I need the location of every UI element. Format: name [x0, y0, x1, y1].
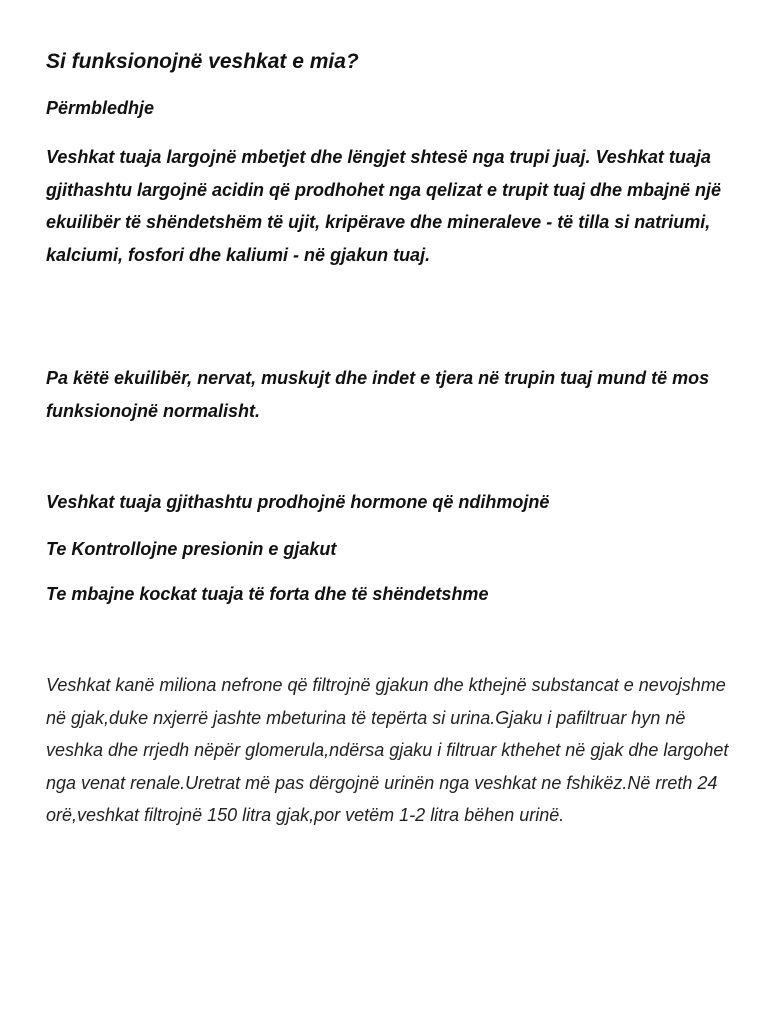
- paragraph-blood-pressure: Te Kontrollojne presionin e gjakut: [46, 539, 337, 559]
- document-title: Si funksionojnë veshkat e mia?: [46, 50, 359, 73]
- paragraph-nephrons: Veshkat kanë miliona nefrone që filtrojnë gjakun dhe kthejnë substancat e nevojshme në gjak,duke nxjerrë jashte mbeturina të tepërta si urina.Gjaku i pafiltruar hyn në veshka dhe rrjedh nëpër glomerula,ndërsa gjaku i filtruar kthehet në gjak dhe largohet nga venat renale.Uretrat më pas dërgojnë urinën nga veshkat ne fshikëz.Në rreth 24 orë,veshkat filtrojnë 150 litra gjak,por vetëm 1-2 litra bëhen urinë.: [46, 675, 729, 826]
- paragraph-balance: Pa këtë ekuilibër, nervat, muskujt dhe indet e tjera në trupin tuaj mund të mos funksionojnë normalisht.: [46, 368, 710, 421]
- paragraph-kidney-function: Veshkat tuaja largojnë mbetjet dhe lëngjet shtesë nga trupi juaj. Veshkat tuaja gjithashtu largojnë acidin që prodhohet nga qelizat e trupit tuaj dhe mbajnë një ekuilibër të shëndetshëm të ujit, kripërave dhe mineraleve - të tilla si natriumi, kalciumi, fosfori dhe kaliumi - në gjakun tuaj.: [46, 147, 722, 265]
- document-subtitle: Përmbledhje: [46, 98, 155, 118]
- paragraph-bones: Te mbajne kockat tuaja të forta dhe të shëndetshme: [46, 584, 489, 604]
- paragraph-hormones: Veshkat tuaja gjithashtu prodhojnë hormone që ndihmojnë: [46, 492, 550, 512]
